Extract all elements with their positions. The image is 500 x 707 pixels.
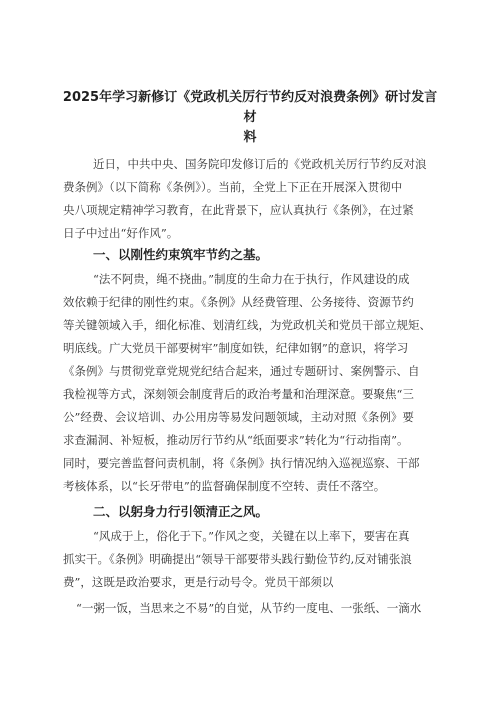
section-1-line-3: 等关键领域入手，细化标准、划清红线，为党政机关和党员干部立规矩、 [63, 318, 431, 332]
section-2-line-4: “一粥一饭，当思来之不易”的自觉，从节约一度电、一张纸、一滴水 [76, 601, 422, 615]
document-title [60, 88, 440, 148]
section-1-line-7: 公”经费、会议培训、办公用房等易发问题领域，主动对照《条例》要 [63, 410, 414, 424]
section-1-line-6: 我检视等方式，深刻领会制度背后的政治考量和治理深意。要聚焦“三 [63, 387, 414, 401]
section-1-line-5: 《条例》与贯彻党章党规党纪结合起来，通过专题研讨、案例警示、自 [63, 364, 420, 378]
section-2-line-1: “风成于上，俗化于下。”作风之变，关键在以上率下，要害在真 [93, 529, 410, 543]
intro-line-3: 央八项规定精神学习教育，在此背景下，应认真执行《条例》，在过紧 [63, 203, 414, 217]
section-2-line-3: 费”，这既是政治要求，更是行动号令。党员干部须以 [63, 575, 334, 589]
section-1-line-10: 考核体系，以“长牙带电”的监督确保制度不空转、责任不落空。 [63, 479, 386, 493]
title-line-2: 料 [243, 130, 257, 145]
section-1-line-1: “法不阿贵，绳不挠曲。”制度的生命力在于执行，作风建设的成 [93, 272, 410, 286]
section-1-line-2: 效依赖于纪律的刚性约束。《条例》从经费管理、公务接待、资源节约 [63, 295, 414, 309]
intro-line-1: 近日，中共中央、国务院印发修订后的《党政机关厉行节约反对浪 [93, 157, 427, 171]
section-1-heading: 一、以刚性约束筑牢节约之基。 [93, 247, 269, 262]
section-1-line-4: 明底线。广大党员干部要树牢”制度如铁，纪律如钢”的意识，将学习 [63, 341, 409, 355]
section-2-heading: 二、以躬身力行引领清正之风。 [93, 504, 269, 519]
section-1-line-9: 同时，要完善监督问责机制，将《条例》执行情况纳入巡视巡察、干部 [63, 456, 420, 470]
intro-line-4: 日子中过出“好作风”。 [63, 226, 179, 240]
intro-line-2: 费条例》（以下简称《条例》）。当前，全党上下正在开展深入贯彻中 [63, 180, 403, 194]
title-line-1: 2025年学习新修订《党政机关厉行节约反对浪费条例》研讨发言材 [62, 90, 438, 125]
section-1-line-8: 求查漏洞、补短板，推动厉行节约从“纸面要求”转化为“行动指南”。 [63, 433, 409, 447]
section-2-line-2: 抓实干。《条例》明确提出“领导干部要带头践行勤俭节约,反对铺张浪 [63, 552, 412, 566]
